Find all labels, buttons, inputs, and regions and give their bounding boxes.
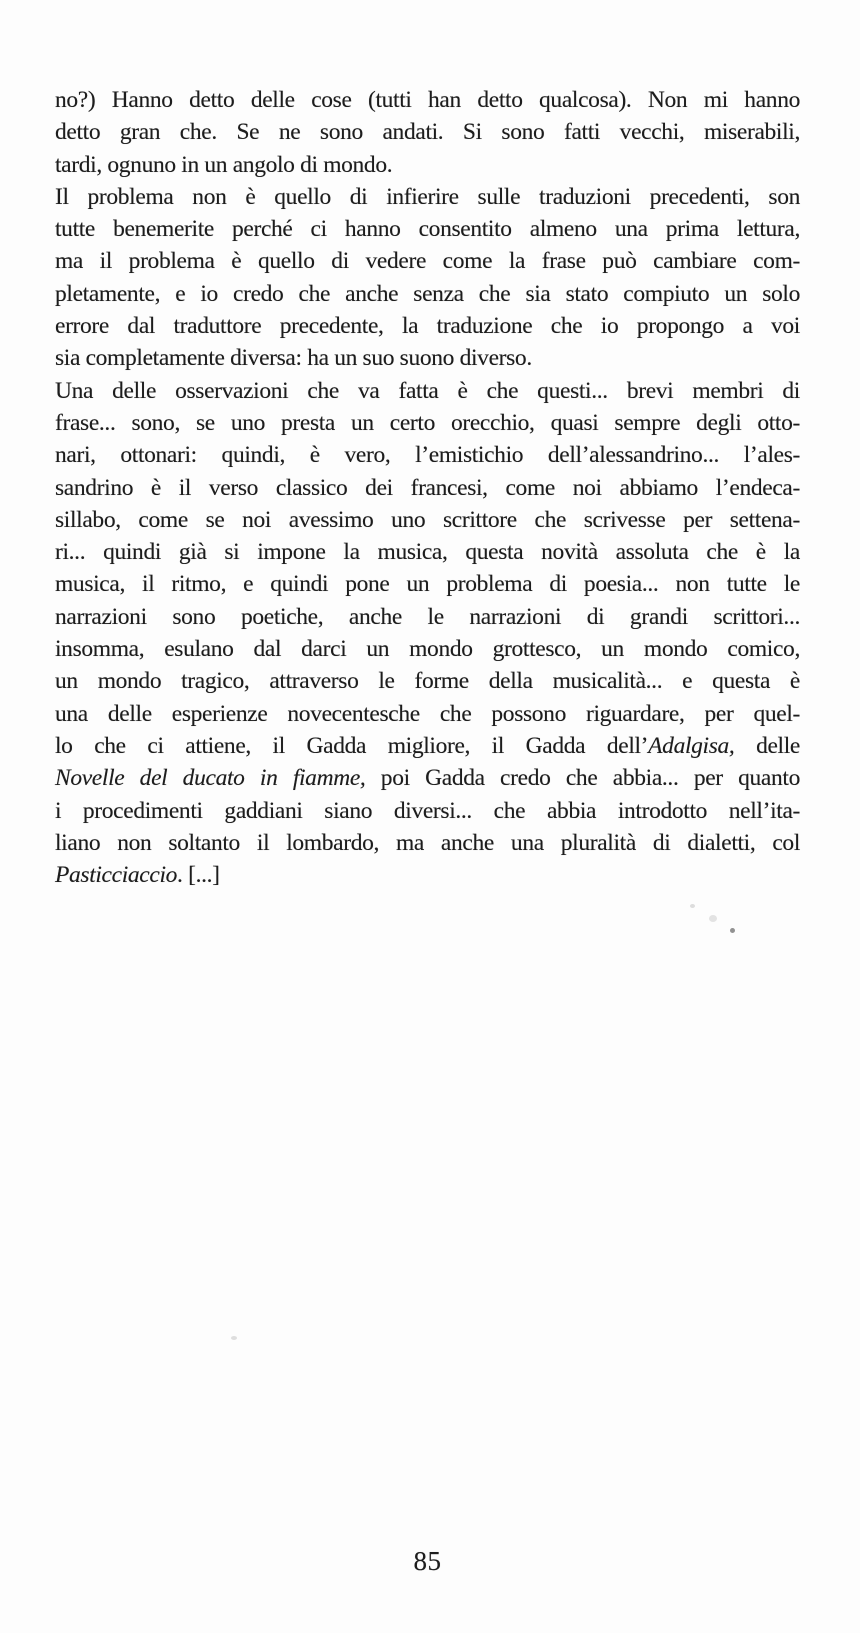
- text-segment: no?) Hanno detto delle cose (tutti han detto qualcosa). Non mi hanno: [55, 87, 800, 113]
- text-segment: sillabo, come se noi avessimo uno scrittore che scrivesse per settena-: [55, 506, 800, 533]
- text-segment: nari, ottonari: quindi, è vero, l’emistichio dell’alessandrino... l’ales-: [55, 442, 800, 469]
- text-line: [55, 116, 800, 148]
- text-segment: tardi, ognuno in un angolo di mondo.: [55, 151, 393, 178]
- scan-speck: [730, 928, 735, 933]
- text-line: [55, 181, 800, 213]
- scan-speck: [709, 915, 717, 922]
- text-segment: delle: [734, 732, 801, 759]
- body-text-block: [55, 84, 800, 891]
- text-line: [55, 601, 800, 633]
- text-segment: i procedimenti gaddiani siano diversi... che abbia introdotto nell’ita-: [55, 797, 800, 824]
- text-segment: lo che ci attiene, il Gadda migliore, il Gadda dell’: [55, 732, 649, 759]
- text-line: [55, 568, 800, 600]
- text-line: [55, 342, 800, 374]
- text-line: [55, 698, 800, 730]
- text-line: [55, 310, 800, 342]
- scan-speck: [231, 1336, 237, 1340]
- text-segment: Il problema non è quello di infierire sulle traduzioni precedenti, son: [55, 183, 800, 210]
- text-line: [55, 762, 800, 794]
- italic-title-segment: Adalgisa,: [648, 732, 735, 759]
- text-line: [55, 84, 800, 116]
- text-segment: una delle esperienze novecentesche che possono riguardare, per quel-: [55, 700, 800, 727]
- italic-title-segment: Novelle del ducato in fiamme,: [55, 765, 366, 792]
- text-segment: poi Gadda credo che abbia... per quanto: [365, 765, 800, 792]
- text-line: [55, 633, 800, 665]
- text-line: [55, 795, 800, 827]
- text-line: [55, 149, 800, 181]
- text-line: [55, 536, 800, 568]
- text-line: [55, 665, 800, 697]
- text-line: [55, 859, 800, 891]
- text-line: [55, 439, 800, 471]
- text-line: [55, 472, 800, 504]
- text-segment: ri... quindi già si impone la musica, questa novità assoluta che è la: [55, 539, 800, 566]
- text-line: [55, 730, 800, 762]
- text-segment: pletamente, e io credo che anche senza che sia stato compiuto un solo: [55, 280, 800, 307]
- text-segment: narrazioni sono poetiche, anche le narrazioni di grandi scrittori...: [55, 603, 800, 630]
- text-segment: errore dal traduttore precedente, la traduzione che io propongo a voi: [55, 313, 800, 340]
- text-line: [55, 407, 800, 439]
- text-segment: liano non soltanto il lombardo, ma anche una pluralità di dialetti, col: [55, 829, 800, 856]
- text-segment: . [...]: [177, 862, 220, 889]
- text-segment: detto gran che. Se ne sono andati. Si sono fatti vecchi, miserabili,: [55, 119, 800, 146]
- text-line: [55, 504, 800, 536]
- page-number: 85: [413, 1546, 442, 1576]
- text-segment: insomma, esulano dal darci un mondo grottesco, un mondo comico,: [55, 636, 800, 663]
- text-segment: ma il problema è quello di vedere come la frase può cambiare com-: [55, 248, 800, 275]
- text-segment: Una delle osservazioni che va fatta è che questi... brevi membri di: [55, 377, 800, 404]
- text-line: [55, 213, 800, 245]
- text-segment: frase... sono, se uno presta un certo orecchio, quasi sempre degli otto-: [55, 409, 800, 436]
- text-segment: tutte benemerite perché ci hanno consentito almeno una prima lettura,: [55, 216, 800, 243]
- text-segment: sandrino è il verso classico dei francesi, come noi abbiamo l’endeca-: [55, 474, 800, 501]
- text-segment: un mondo tragico, attraverso le forme della musicalità... e questa è: [55, 668, 800, 695]
- text-line: [55, 245, 800, 277]
- italic-title-segment: Pasticciaccio: [55, 862, 178, 889]
- text-segment: musica, il ritmo, e quindi pone un problema di poesia... non tutte le: [55, 571, 800, 598]
- text-line: [55, 278, 800, 310]
- text-segment: sia completamente diversa: ha un suo suono diverso.: [55, 345, 532, 372]
- text-line: [55, 827, 800, 859]
- text-line: [55, 375, 800, 407]
- scan-speck: [690, 904, 695, 908]
